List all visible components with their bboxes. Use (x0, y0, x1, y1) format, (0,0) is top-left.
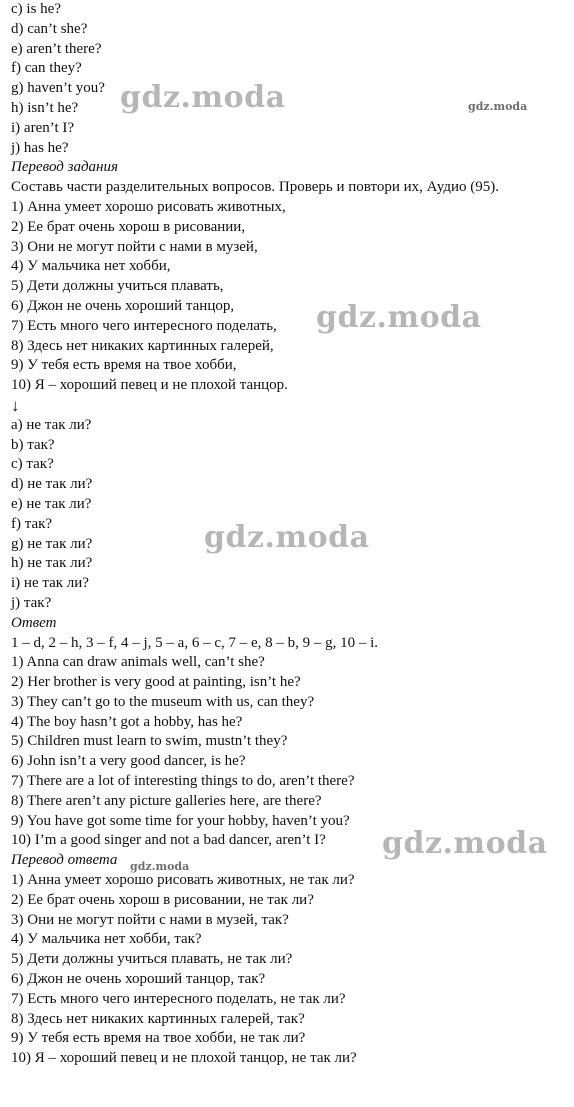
answer-option-j: j) has he? (11, 139, 69, 156)
tag-option: g) не так ли? (11, 535, 93, 552)
watermark-logo: gdz.moda (382, 826, 548, 861)
task-line: 1) Анна умеет хорошо рисовать животных, (11, 198, 286, 215)
tag-option: i) не так ли? (11, 575, 89, 592)
answer-key: 1 – d, 2 – h, 3 – f, 4 – j, 5 – a, 6 – c, 7 – e, 8 – b, 9 – g, 10 – i. (11, 634, 379, 651)
task-line: 5) Дети должны учиться плавать, (11, 278, 224, 295)
answer-line: 6) John isn’t a very good dancer, is he? (11, 753, 246, 770)
tag-option: j) так? (11, 594, 52, 611)
answer-line: 5) Children must learn to swim, mustn’t they? (11, 733, 288, 750)
task-line: 4) У мальчика нет хобби, (11, 258, 171, 275)
translation-line: 2) Ее брат очень хорош в рисовании, не так ли? (11, 891, 314, 908)
answer-line: 1) Anna can draw animals well, can’t she? (11, 654, 265, 671)
translation-line: 3) Они не могут пойти с нами в музей, так? (11, 911, 289, 928)
task-line: 10) Я – хороший певец и не плохой танцор. (11, 377, 288, 394)
watermark-logo: gdz.moda (130, 860, 190, 873)
answer-line: 8) There aren’t any picture galleries here, are there? (11, 792, 322, 809)
task-translation-heading: Перевод задания (11, 159, 118, 176)
task-line: 8) Здесь нет никаких картинных галерей, (11, 337, 274, 354)
answer-option-h: h) isn’t he? (11, 99, 79, 116)
answer-option-d: d) can’t she? (11, 20, 88, 37)
answer-option-e: e) aren’t there? (11, 40, 102, 57)
translation-line: 9) У тебя есть время на твое хобби, не так ли? (11, 1030, 306, 1047)
tag-option: d) не так ли? (11, 476, 93, 493)
answer-line: 10) I’m a good singer and not a bad dancer, aren’t I? (11, 832, 326, 849)
task-line: 6) Джон не очень хороший танцор, (11, 297, 235, 314)
task-line: 2) Ее брат очень хорош в рисовании, (11, 218, 246, 235)
translation-line: 1) Анна умеет хорошо рисовать животных, не так ли? (11, 872, 355, 889)
translation-line: 5) Дети должны учиться плавать, не так ли? (11, 951, 293, 968)
tag-option: b) так? (11, 436, 55, 453)
answer-line: 3) They can’t go to the museum with us, can they? (11, 693, 315, 710)
down-arrow-icon: ↓ (11, 395, 20, 415)
answer-line: 2) Her brother is very good at painting, isn’t he? (11, 674, 301, 691)
translation-line: 7) Есть много чего интересного поделать, не так ли? (11, 990, 346, 1007)
task-instruction: Составь части разделительных вопросов. Проверь и повтори их, Аудио (95). (11, 179, 499, 196)
task-line: 3) Они не могут пойти с нами в музей, (11, 238, 258, 255)
answer-option-c: c) is he? (11, 1, 61, 17)
translation-line: 6) Джон не очень хороший танцор, так? (11, 971, 266, 988)
answer-option-f: f) can they? (11, 60, 82, 77)
translation-line: 4) У мальчика нет хобби, так? (11, 931, 202, 948)
answer-line: 9) You have got some time for your hobby, haven’t you? (11, 812, 350, 829)
answer-line: 7) There are a lot of interesting things to do, aren’t there? (11, 773, 355, 790)
tag-option: e) не так ли? (11, 495, 92, 512)
tag-option: f) так? (11, 515, 53, 532)
answer-option-g: g) haven’t you? (11, 80, 105, 97)
answer-line: 4) The boy hasn’t got a hobby, has he? (11, 713, 243, 730)
watermark-logo: gdz.moda (204, 520, 370, 555)
task-line: 9) У тебя есть время на твое хобби, (11, 357, 237, 374)
watermark-logo: gdz.moda (120, 80, 286, 115)
answer-translation-heading: Перевод ответа (11, 852, 118, 869)
task-line: 7) Есть много чего интересного поделать, (11, 317, 277, 334)
tag-option: h) не так ли? (11, 555, 93, 572)
watermark-logo: gdz.moda (468, 100, 528, 113)
tag-option: c) так? (11, 456, 54, 473)
answer-heading: Ответ (11, 614, 57, 631)
translation-line: 8) Здесь нет никаких картинных галерей, так? (11, 1010, 305, 1027)
translation-line: 10) Я – хороший певец и не плохой танцор, не так ли? (11, 1050, 357, 1067)
tag-option: a) не так ли? (11, 416, 92, 433)
answer-option-i: i) aren’t I? (11, 119, 75, 136)
watermark-logo: gdz.moda (316, 300, 482, 335)
